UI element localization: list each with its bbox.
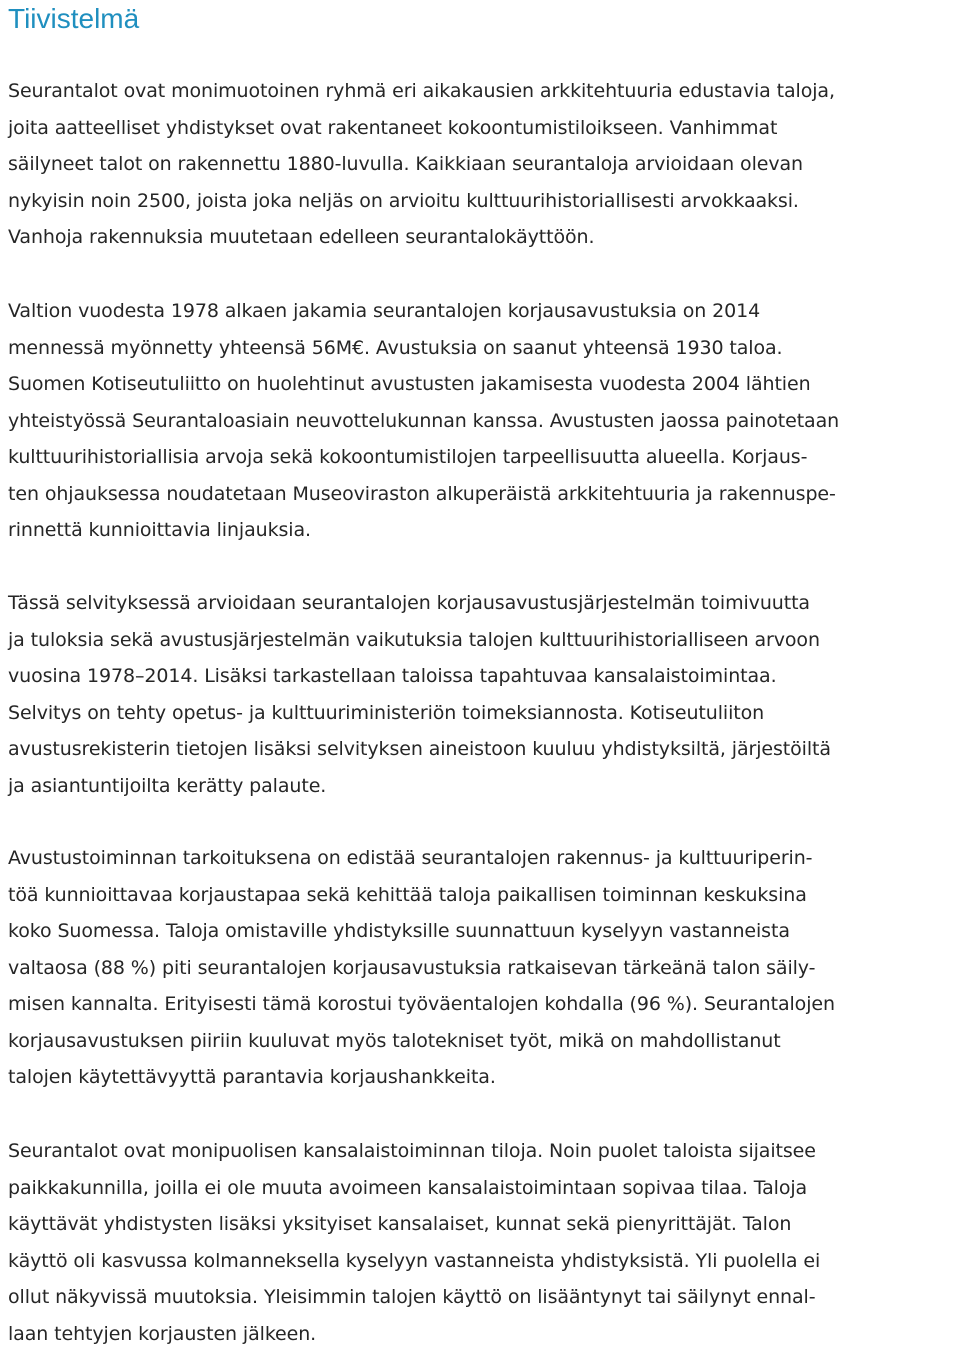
paragraph-line: mennessä myönnetty yhteensä 56M€. Avustuksia on saanut yhteensä 1930 taloa. bbox=[8, 330, 839, 367]
paragraph-line: Selvitys on tehty opetus- ja kulttuuriministeriön toimeksiannosta. Kotiseutuliiton bbox=[8, 695, 831, 732]
paragraph-line: Tässä selvityksessä arvioidaan seurantalojen korjausavustusjärjestelmän toimivuutta bbox=[8, 585, 831, 622]
paragraph-line: ja asiantuntijoilta kerätty palaute. bbox=[8, 768, 831, 805]
paragraph-line: Seurantalot ovat monipuolisen kansalaistoiminnan tiloja. Noin puolet taloista sijaitsee bbox=[8, 1133, 820, 1170]
paragraph-line: misen kannalta. Erityisesti tämä korostui työväentalojen kohdalla (96 %). Seurantalojen bbox=[8, 986, 835, 1023]
paragraph-line: käyttö oli kasvussa kolmanneksella kyselyyn vastanneista yhdistyksistä. Yli puolella ei bbox=[8, 1243, 820, 1280]
paragraph-line: töä kunnioittavaa korjaustapaa sekä kehittää taloja paikallisen toiminnan keskuksina bbox=[8, 877, 835, 914]
paragraph-line: Valtion vuodesta 1978 alkaen jakamia seurantalojen korjausavustuksia on 2014 bbox=[8, 293, 839, 330]
paragraph-line: nykyisin noin 2500, joista joka neljäs on arvioitu kulttuurihistoriallisesti arvokkaaksi. bbox=[8, 183, 835, 220]
paragraph-line: paikkakunnilla, joilla ei ole muuta avoimeen kansalaistoimintaan sopivaa tilaa. Taloja bbox=[8, 1170, 820, 1207]
paragraph-2 bbox=[8, 293, 839, 549]
paragraph-line: ollut näkyvissä muutoksia. Yleisimmin talojen käyttö on lisääntynyt tai säilynyt ennal- bbox=[8, 1279, 820, 1316]
paragraph-4 bbox=[8, 840, 835, 1096]
paragraph-line: ja tuloksia sekä avustusjärjestelmän vaikutuksia talojen kulttuurihistorialliseen arvoon bbox=[8, 622, 831, 659]
paragraph-line: Suomen Kotiseutuliitto on huolehtinut avustusten jakamisesta vuodesta 2004 lähtien bbox=[8, 366, 839, 403]
paragraph-line: Seurantalot ovat monimuotoinen ryhmä eri aikakausien arkkitehtuuria edustavia taloja, bbox=[8, 73, 835, 110]
paragraph-line: kulttuurihistoriallisia arvoja sekä kokoontumistilojen tarpeellisuutta alueella. Korjaus- bbox=[8, 439, 839, 476]
paragraph-line: käyttävät yhdistysten lisäksi yksityiset kansalaiset, kunnat sekä pienyrittäjät. Talon bbox=[8, 1206, 820, 1243]
paragraph-line: korjausavustuksen piiriin kuuluvat myös talotekniset työt, mikä on mahdollistanut bbox=[8, 1023, 835, 1060]
paragraph-line: vuosina 1978–2014. Lisäksi tarkastellaan taloissa tapahtuvaa kansalaistoimintaa. bbox=[8, 658, 831, 695]
paragraph-line: talojen käytettävyyttä parantavia korjaushankkeita. bbox=[8, 1059, 835, 1096]
paragraph-line: säilyneet talot on rakennettu 1880-luvulla. Kaikkiaan seurantaloja arvioidaan olevan bbox=[8, 146, 835, 183]
paragraph-line: Vanhoja rakennuksia muutetaan edelleen seurantalokäyttöön. bbox=[8, 219, 835, 256]
paragraph-line: Avustustoiminnan tarkoituksena on edistää seurantalojen rakennus- ja kulttuuriperin- bbox=[8, 840, 835, 877]
paragraph-line: koko Suomessa. Taloja omistaville yhdistyksille suunnattuun kyselyyn vastanneista bbox=[8, 913, 835, 950]
paragraph-line: joita aatteelliset yhdistykset ovat rakentaneet kokoontumistiloikseen. Vanhimmat bbox=[8, 110, 835, 147]
paragraph-line: valtaosa (88 %) piti seurantalojen korjausavustuksia ratkaisevan tärkeänä talon säily- bbox=[8, 950, 835, 987]
paragraph-line: avustusrekisterin tietojen lisäksi selvityksen aineistoon kuuluu yhdistyksiltä, järjestöiltä bbox=[8, 731, 831, 768]
paragraph-line: ten ohjauksessa noudatetaan Museoviraston alkuperäistä arkkitehtuuria ja rakennuspe- bbox=[8, 476, 839, 513]
paragraph-1 bbox=[8, 73, 835, 256]
paragraph-line: laan tehtyjen korjausten jälkeen. bbox=[8, 1316, 820, 1352]
paragraph-5 bbox=[8, 1133, 820, 1352]
document-page bbox=[8, 0, 960, 37]
paragraph-3 bbox=[8, 585, 831, 804]
page-title: Tiivistelmä bbox=[8, 0, 960, 37]
paragraph-line: rinnettä kunnioittavia linjauksia. bbox=[8, 512, 839, 549]
paragraph-line: yhteistyössä Seurantaloasiain neuvottelukunnan kanssa. Avustusten jaossa painotetaan bbox=[8, 403, 839, 440]
